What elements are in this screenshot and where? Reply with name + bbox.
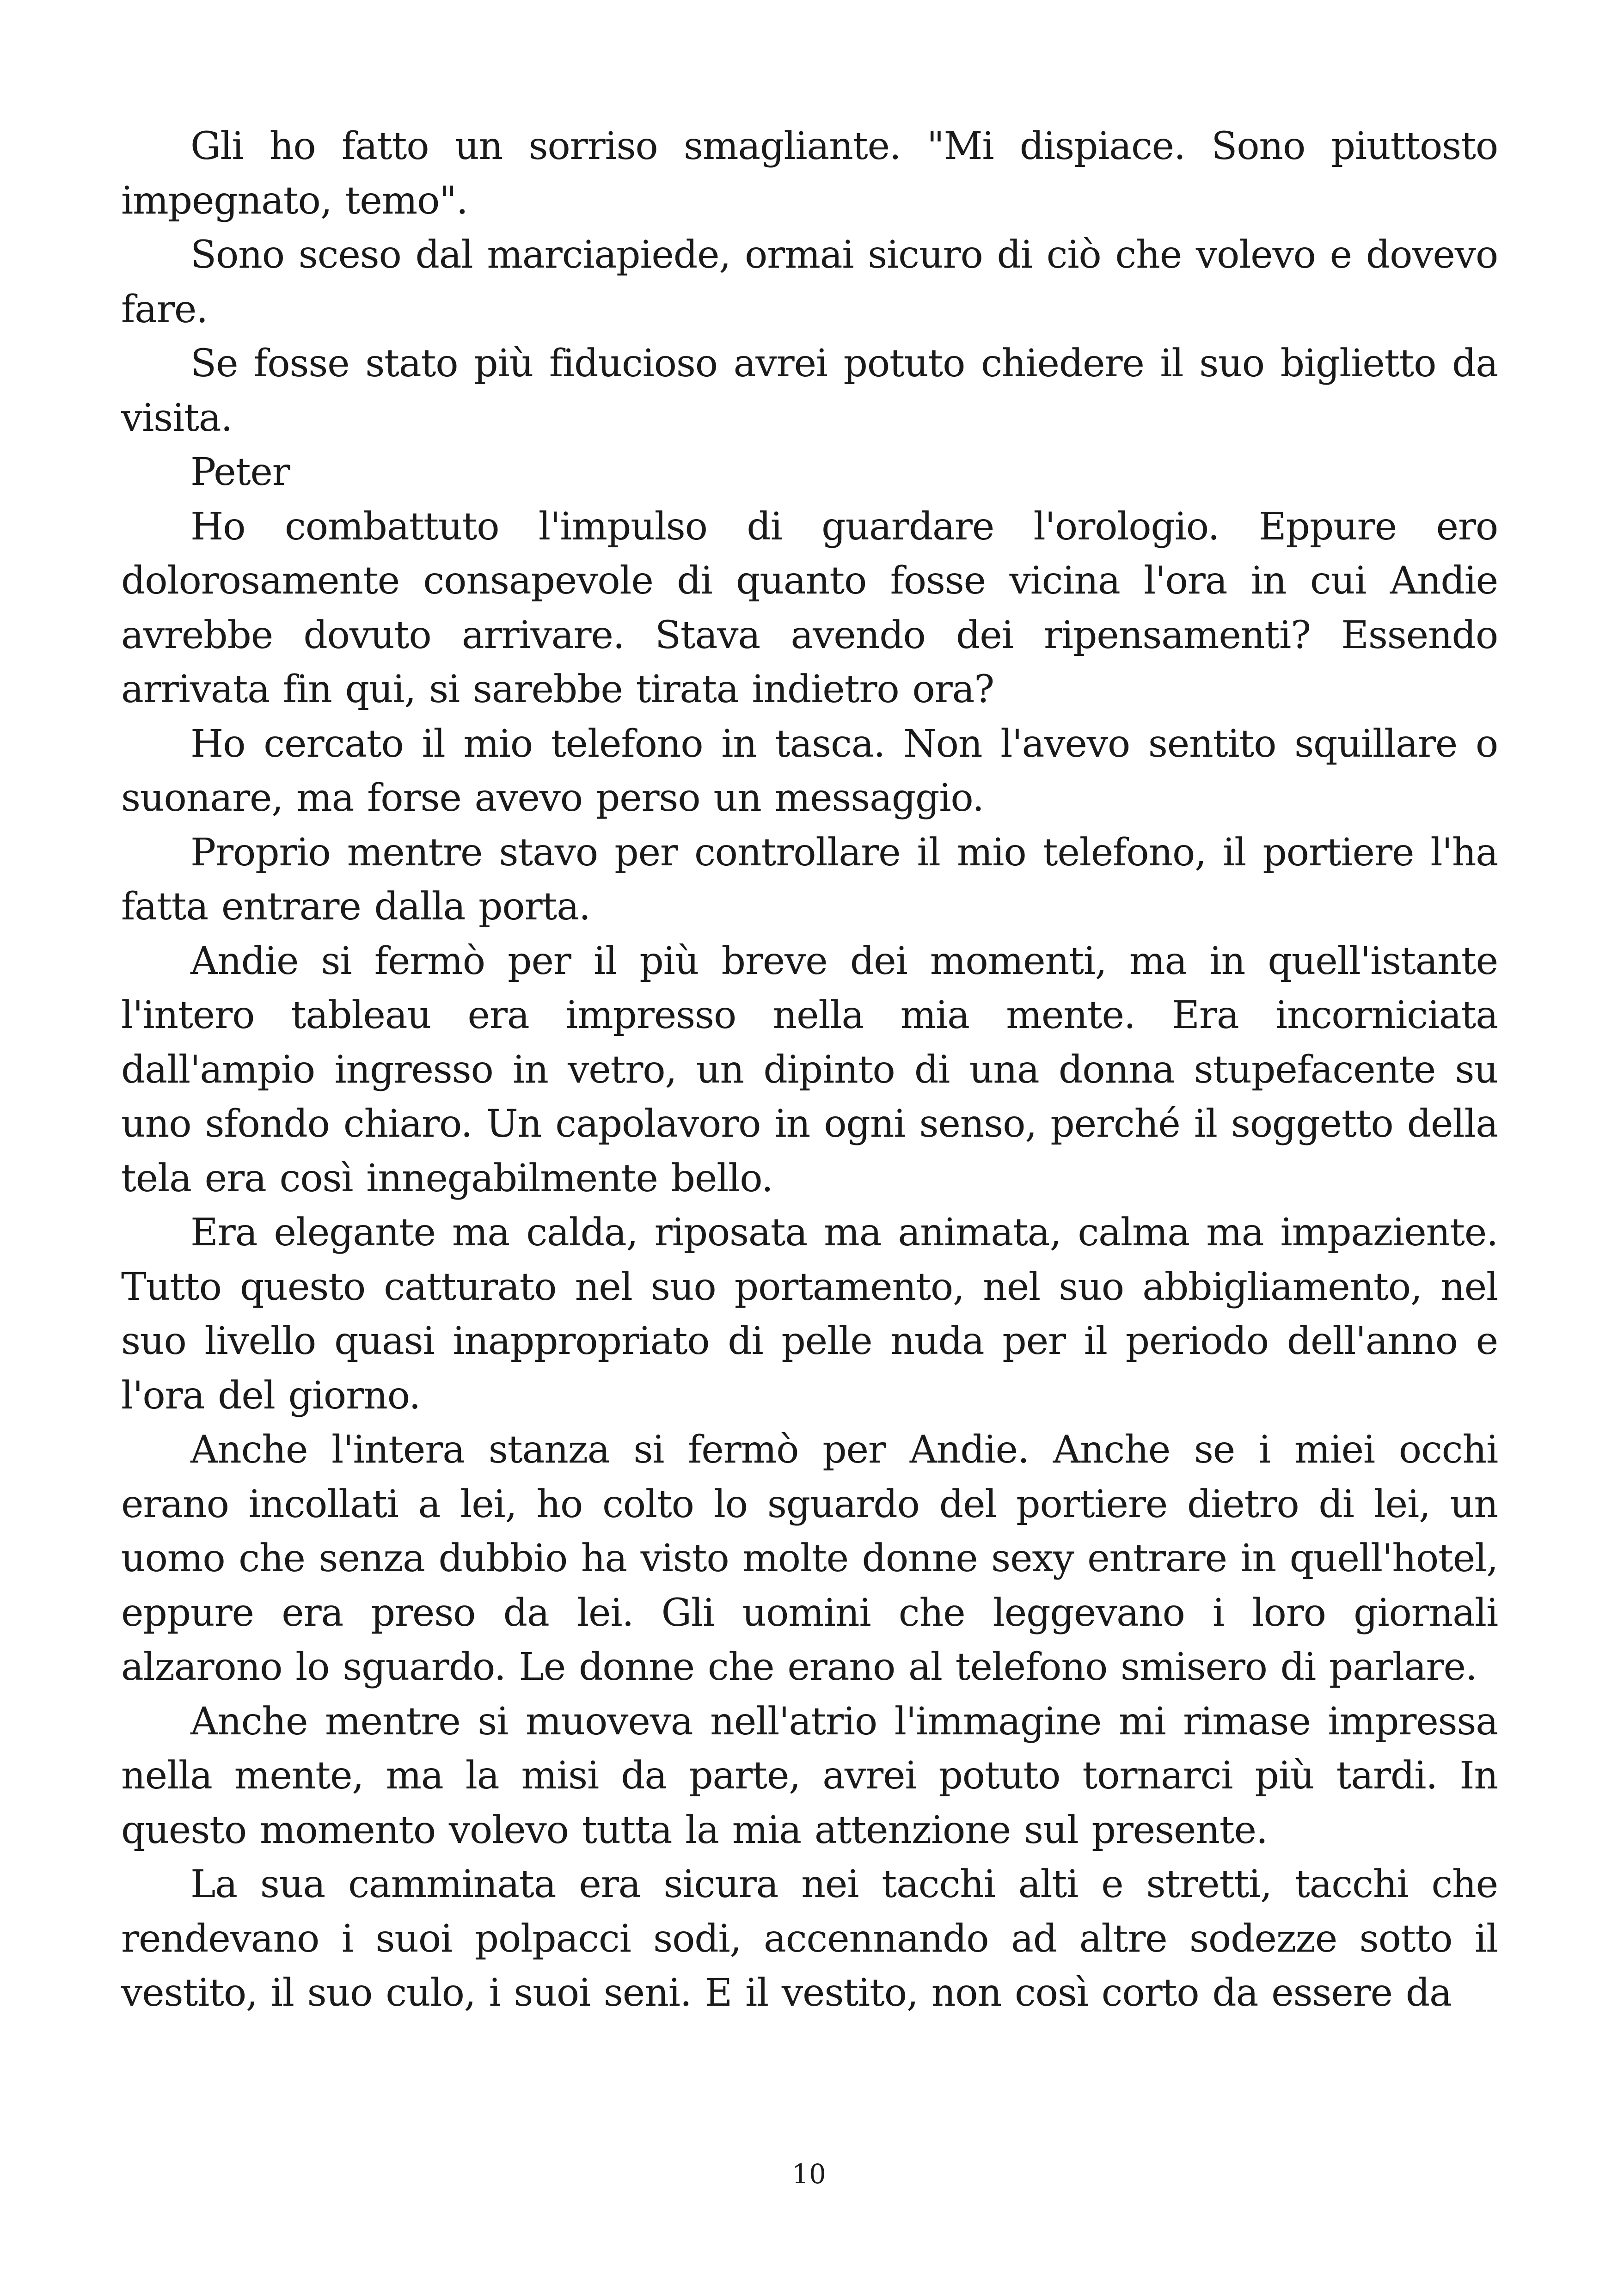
paragraph: Andie si fermò per il più breve dei momenti, ma in quell'istante l'intero tableau era impresso nella mia mente. Era incorniciata dall'ampio ingresso in vetro, un dipinto di una donna stupefacente su uno sfondo chiaro. Un capolavoro in ogni senso, perché il soggetto della tela era così innegabilmente bello.	[121, 939, 1498, 1200]
paragraph: Anche l'intera stanza si fermò per Andie. Anche se i miei occhi erano incollati a lei, ho colto lo sguardo del portiere dietro di lei, un uomo che senza dubbio ha visto molte donne sexy entrare in quell'hotel, eppure era preso da lei. Gli uomini che leggevano i loro giornali alzarono lo sguardo. Le donne che erano al telefono smisero di parlare.	[121, 1428, 1498, 1689]
paragraph: Gli ho fatto un sorriso smagliante. "Mi dispiace. Sono piuttosto impegnato, temo".	[121, 124, 1498, 223]
paragraph: Ho combattuto l'impulso di guardare l'orologio. Eppure ero dolorosamente consapevole di quanto fosse vicina l'ora in cui Andie avrebbe dovuto arrivare. Stava avendo dei ripensamenti? Essendo arrivata fin qui, si sarebbe tirata indietro ora?	[121, 504, 1498, 711]
paragraph: Era elegante ma calda, riposata ma animata, calma ma impaziente. Tutto questo catturato nel suo portamento, nel suo abbigliamento, nel suo livello quasi inappropriato di pelle nuda per il periodo dell'anno e l'ora del giorno.	[121, 1211, 1498, 1418]
section-heading-peter: Peter	[190, 450, 290, 494]
paragraph: Ho cercato il mio telefono in tasca. Non l'avevo sentito squillare o suonare, ma forse avevo perso un messaggio.	[121, 722, 1498, 820]
page-body-text	[121, 119, 1498, 2020]
paragraph: Se fosse stato più fiducioso avrei potuto chiedere il suo biglietto da visita.	[121, 342, 1498, 440]
paragraph: Anche mentre si muoveva nell'atrio l'immagine mi rimase impressa nella mente, ma la misi da parte, avrei potuto tornarci più tardi. In questo momento volevo tutta la mia attenzione sul presente.	[121, 1699, 1498, 1852]
page-number: 10	[792, 2158, 826, 2190]
paragraph: Sono sceso dal marciapiede, ormai sicuro di ciò che volevo e dovevo fare.	[121, 233, 1498, 331]
paragraph: La sua camminata era sicura nei tacchi alti e stretti, tacchi che rendevano i suoi polpacci sodi, accennando ad altre sodezze sotto il vestito, il suo culo, i suoi seni. E il vestito, non così corto da essere da	[121, 1862, 1498, 2015]
paragraph: Proprio mentre stavo per controllare il mio telefono, il portiere l'ha fatta entrare dalla porta.	[121, 830, 1498, 929]
